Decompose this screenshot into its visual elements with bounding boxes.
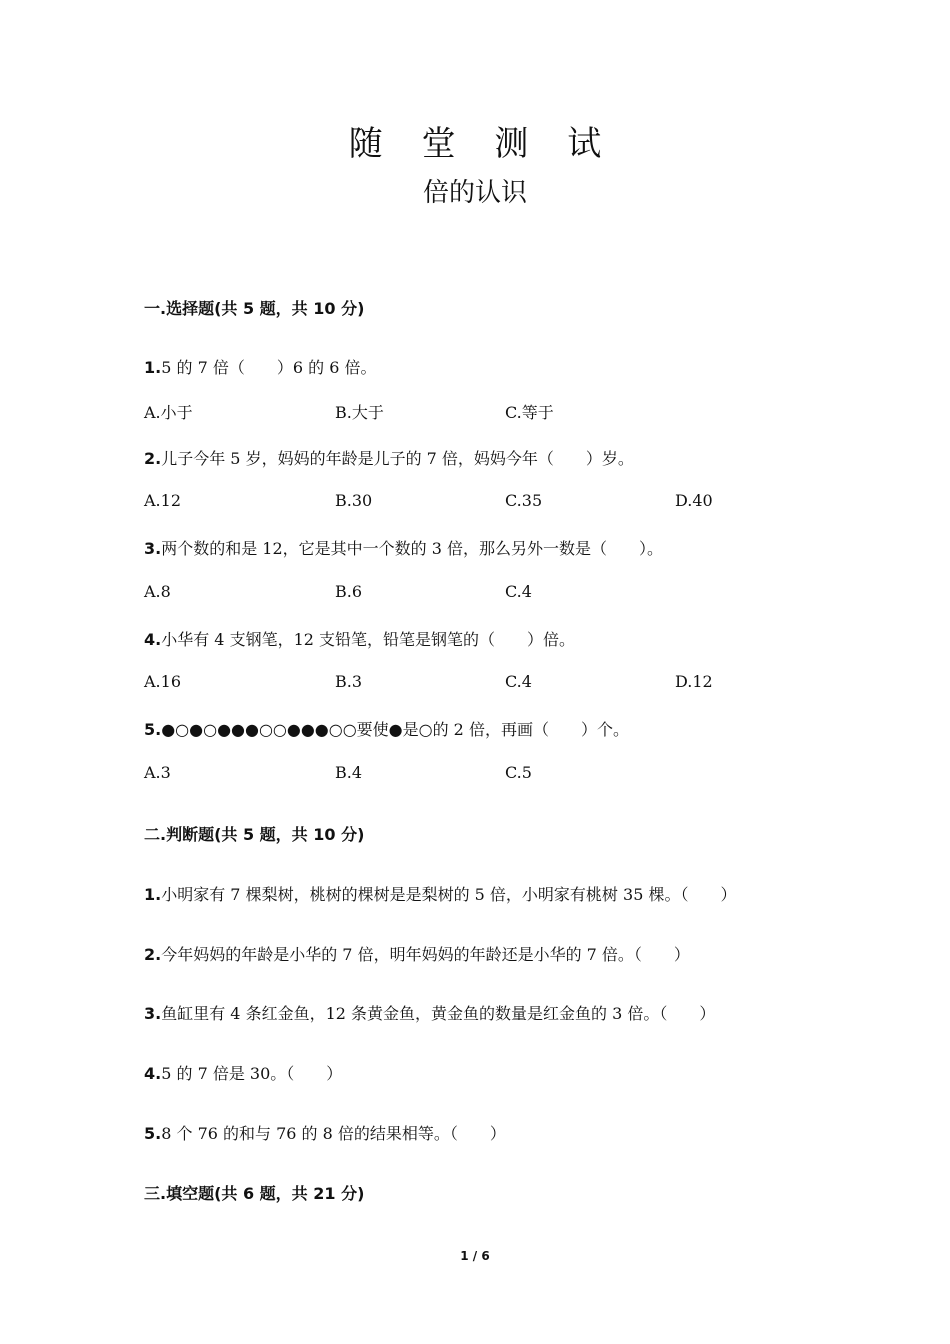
page-title: 随 堂 测 试	[348, 124, 616, 164]
question	[144, 942, 690, 965]
question-number: 1.	[144, 358, 162, 377]
section-heading-fill-blank: 三.填空题(共 6 题，共 21 分)	[144, 1184, 365, 1203]
question-number: 4.	[144, 630, 162, 649]
question-text: 今年妈妈的年龄是小华的 7 倍，明年妈妈的年龄还是小华的 7 倍。（ ）	[161, 945, 690, 964]
question-number: 2.	[144, 449, 162, 468]
question	[144, 536, 663, 559]
question-number: 1.	[144, 885, 162, 904]
option: D.12	[675, 672, 713, 691]
section-heading-choice: 一.选择题(共 5 题，共 10 分)	[144, 299, 365, 318]
question-text: 两个数的和是 12，它是其中一个数的 3 倍，那么另外一数是（ ）。	[161, 539, 664, 558]
option: B.3	[335, 672, 363, 691]
section-heading-judgment: 二.判断题(共 5 题，共 10 分)	[144, 825, 365, 844]
question	[144, 446, 634, 469]
option: C.5	[505, 763, 532, 782]
question	[144, 717, 629, 740]
question	[144, 627, 575, 650]
question-number: 5.	[144, 720, 162, 739]
question-number: 4.	[144, 1064, 162, 1083]
question-text: 8 个 76 的和与 76 的 8 倍的结果相等。（ ）	[161, 1124, 506, 1143]
question	[144, 1001, 715, 1024]
question-number: 2.	[144, 945, 162, 964]
option: B.30	[335, 491, 373, 510]
question	[144, 882, 736, 905]
question-number: 3.	[144, 1004, 162, 1023]
option: C.4	[505, 582, 532, 601]
option: B.6	[335, 582, 363, 601]
option: B.4	[335, 763, 363, 782]
option: C.35	[505, 491, 543, 510]
question-text: 5 的 7 倍（ ）6 的 6 倍。	[161, 358, 377, 377]
question	[144, 355, 376, 378]
question-text: 5 的 7 倍是 30。（ ）	[161, 1064, 343, 1083]
question-number: 5.	[144, 1124, 162, 1143]
question-text: 儿子今年 5 岁，妈妈的年龄是儿子的 7 倍，妈妈今年（ ）岁。	[161, 449, 634, 468]
question	[144, 1121, 506, 1144]
question-text: ●○●○●●●○○●●●○○要使●是○的 2 倍，再画（ ）个。	[161, 720, 629, 739]
question-text: 小明家有 7 棵梨树，桃树的棵树是是梨树的 5 倍，小明家有桃树 35 棵。（ ）	[161, 885, 737, 904]
page-subtitle: 倍的认识	[422, 178, 527, 208]
question	[144, 1061, 342, 1084]
option: B.大于	[335, 403, 384, 422]
option: A.16	[144, 672, 181, 691]
option: A.12	[144, 491, 181, 510]
question-number: 3.	[144, 539, 162, 558]
option: D.40	[675, 491, 713, 510]
question-text: 小华有 4 支钢笔，12 支铅笔，铅笔是钢笔的（ ）倍。	[161, 630, 576, 649]
option: A.小于	[144, 403, 193, 422]
page-number: 1 / 6	[460, 1249, 490, 1263]
option: A.3	[144, 763, 171, 782]
option: C.等于	[505, 403, 554, 422]
option: A.8	[144, 582, 171, 601]
option: C.4	[505, 672, 532, 691]
question-text: 鱼缸里有 4 条红金鱼，12 条黄金鱼，黄金鱼的数量是红金鱼的 3 倍。（ ）	[161, 1004, 716, 1023]
